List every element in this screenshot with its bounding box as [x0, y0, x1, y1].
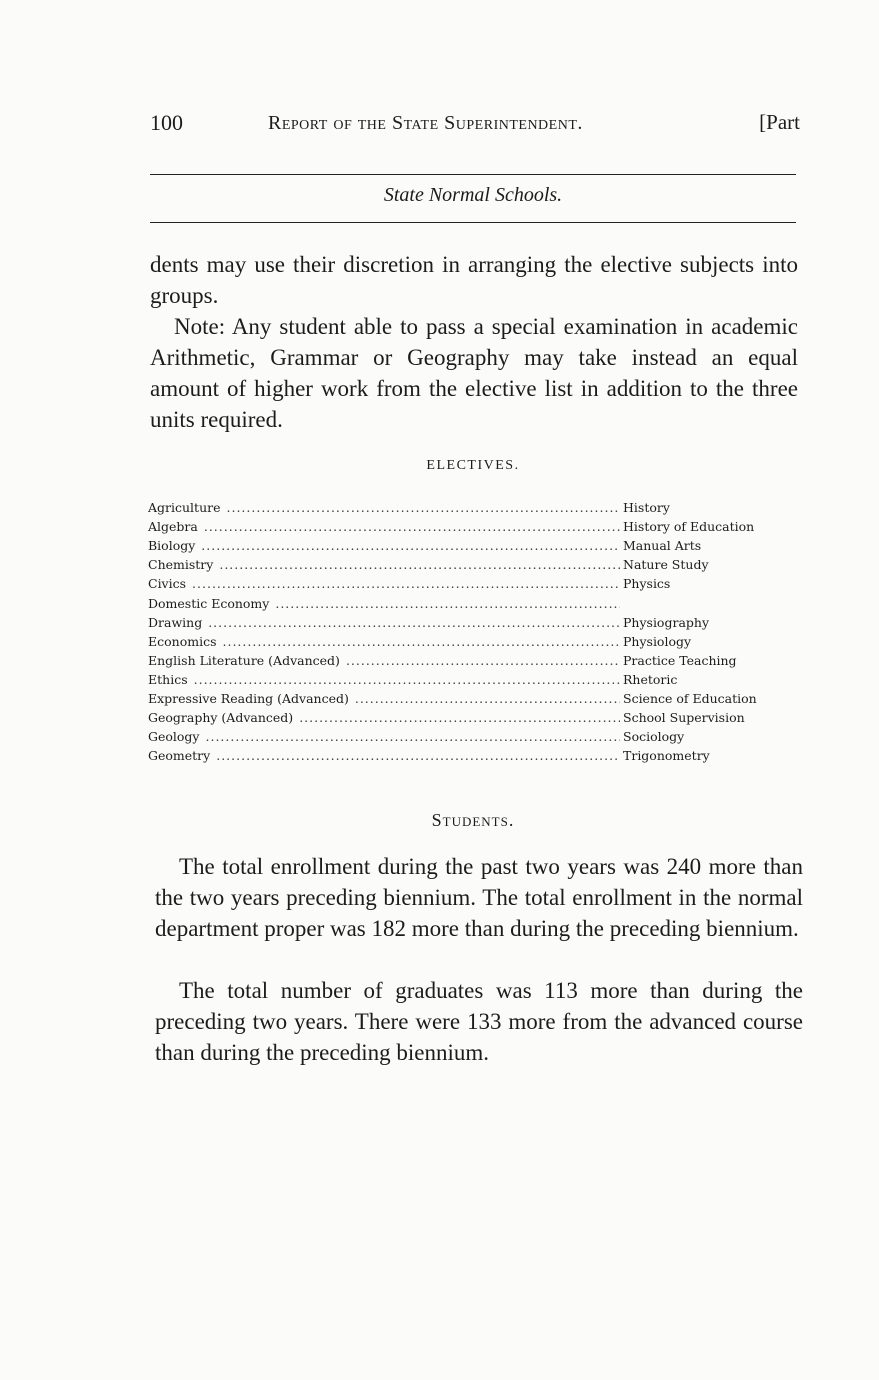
elective-left-name: Geology	[148, 729, 200, 745]
dot-leader	[192, 576, 620, 591]
dot-leader	[275, 596, 620, 611]
elective-row	[148, 517, 808, 536]
page-number: 100	[150, 110, 183, 135]
elective-right-name: Science of Education	[623, 690, 757, 706]
note-text: Note: Any student able to pass a special examination in academic Arithmetic, Grammar or Geography may take instead an equal amount of higher work from the elective list in addition to the three units required.	[150, 314, 798, 432]
elective-left-name: Agriculture	[148, 500, 221, 516]
elective-left-cell	[148, 538, 620, 553]
elective-row	[148, 708, 808, 727]
elective-left-name: Civics	[148, 576, 187, 592]
dot-leader	[201, 538, 620, 553]
dot-leader	[194, 672, 620, 687]
elective-row	[148, 746, 808, 765]
running-title: Report of the State Superintendent.	[268, 112, 583, 134]
elective-right-name: Physics	[623, 576, 671, 592]
part-label: [Part	[759, 110, 800, 134]
elective-left-name: Economics	[148, 633, 217, 649]
elective-left-cell	[148, 710, 620, 725]
note-paragraph	[150, 311, 798, 435]
elective-row	[148, 632, 808, 651]
elective-left-cell	[148, 691, 620, 706]
electives-heading: ELECTIVES.	[426, 458, 520, 473]
dot-leader	[227, 500, 621, 515]
students-paragraph-1-text: The total enrollment during the past two years was 240 more than the two years preceding biennium. The total enrollment in the normal department proper was 182 more than during the preceding biennium.	[155, 854, 803, 941]
header-rule-top	[150, 174, 796, 175]
elective-left-name: Biology	[148, 538, 196, 554]
elective-left-cell	[148, 729, 620, 744]
elective-left-name: English Literature (Advanced)	[148, 652, 340, 668]
dot-leader	[223, 634, 621, 649]
elective-left-name: Ethics	[148, 671, 188, 687]
dot-leader	[346, 653, 620, 668]
intro-continuation	[150, 249, 798, 311]
students-paragraph-2	[155, 975, 803, 1068]
students-paragraph-2-text: The total number of graduates was 113 more than during the preceding two years. There were 133 more from the advanced course than during the preceding biennium.	[155, 978, 803, 1065]
dot-leader	[208, 615, 620, 630]
elective-row	[148, 727, 808, 746]
elective-right-name: Sociology	[623, 729, 685, 745]
elective-row	[148, 651, 808, 670]
elective-row	[148, 670, 808, 689]
elective-left-cell	[148, 500, 620, 515]
elective-left-name: Algebra	[148, 519, 198, 535]
dot-leader	[355, 691, 620, 706]
elective-right-name: Practice Teaching	[623, 652, 737, 668]
elective-row	[148, 593, 808, 612]
elective-row	[148, 689, 808, 708]
elective-row	[148, 498, 808, 517]
section-subheading: State Normal Schools.	[383, 184, 563, 206]
dot-leader	[204, 519, 620, 534]
page-header	[150, 110, 800, 142]
elective-left-cell	[148, 672, 620, 687]
elective-right-name: School Supervision	[623, 710, 745, 726]
dot-leader	[299, 710, 620, 725]
dot-leader	[219, 557, 620, 572]
elective-row	[148, 555, 808, 574]
elective-right-name: Physiology	[623, 633, 692, 649]
header-rule-bottom	[150, 222, 796, 223]
dot-leader	[216, 748, 620, 763]
elective-left-name: Geography (Advanced)	[148, 710, 294, 726]
elective-right-name: Rhetoric	[623, 671, 678, 687]
elective-right-name: Manual Arts	[623, 538, 702, 554]
elective-left-name: Geometry	[148, 748, 211, 764]
elective-right-name: Nature Study	[623, 557, 709, 573]
elective-left-cell	[148, 519, 620, 534]
electives-list	[148, 498, 808, 765]
elective-left-cell	[148, 615, 620, 630]
elective-left-name: Domestic Economy	[148, 595, 270, 611]
elective-left-cell	[148, 634, 620, 649]
intro-continuation-text: dents may use their discretion in arranging the elective subjects into groups.	[150, 252, 798, 308]
elective-left-name: Drawing	[148, 614, 203, 630]
elective-right-name: History of Education	[623, 519, 755, 535]
elective-left-cell	[148, 596, 620, 611]
elective-left-cell	[148, 576, 620, 591]
elective-right-name: History	[623, 500, 670, 516]
elective-left-name: Chemistry	[148, 557, 214, 573]
elective-left-name: Expressive Reading (Advanced)	[148, 690, 349, 706]
elective-right-name: Trigonometry	[623, 748, 710, 764]
elective-row	[148, 613, 808, 632]
elective-row	[148, 574, 808, 593]
elective-left-cell	[148, 748, 620, 763]
dot-leader	[206, 729, 621, 744]
elective-row	[148, 536, 808, 555]
elective-right-name: Physiography	[623, 614, 710, 630]
elective-left-cell	[148, 653, 620, 668]
students-heading: Students.	[431, 810, 515, 830]
students-paragraph-1	[155, 851, 803, 944]
elective-left-cell	[148, 557, 620, 572]
